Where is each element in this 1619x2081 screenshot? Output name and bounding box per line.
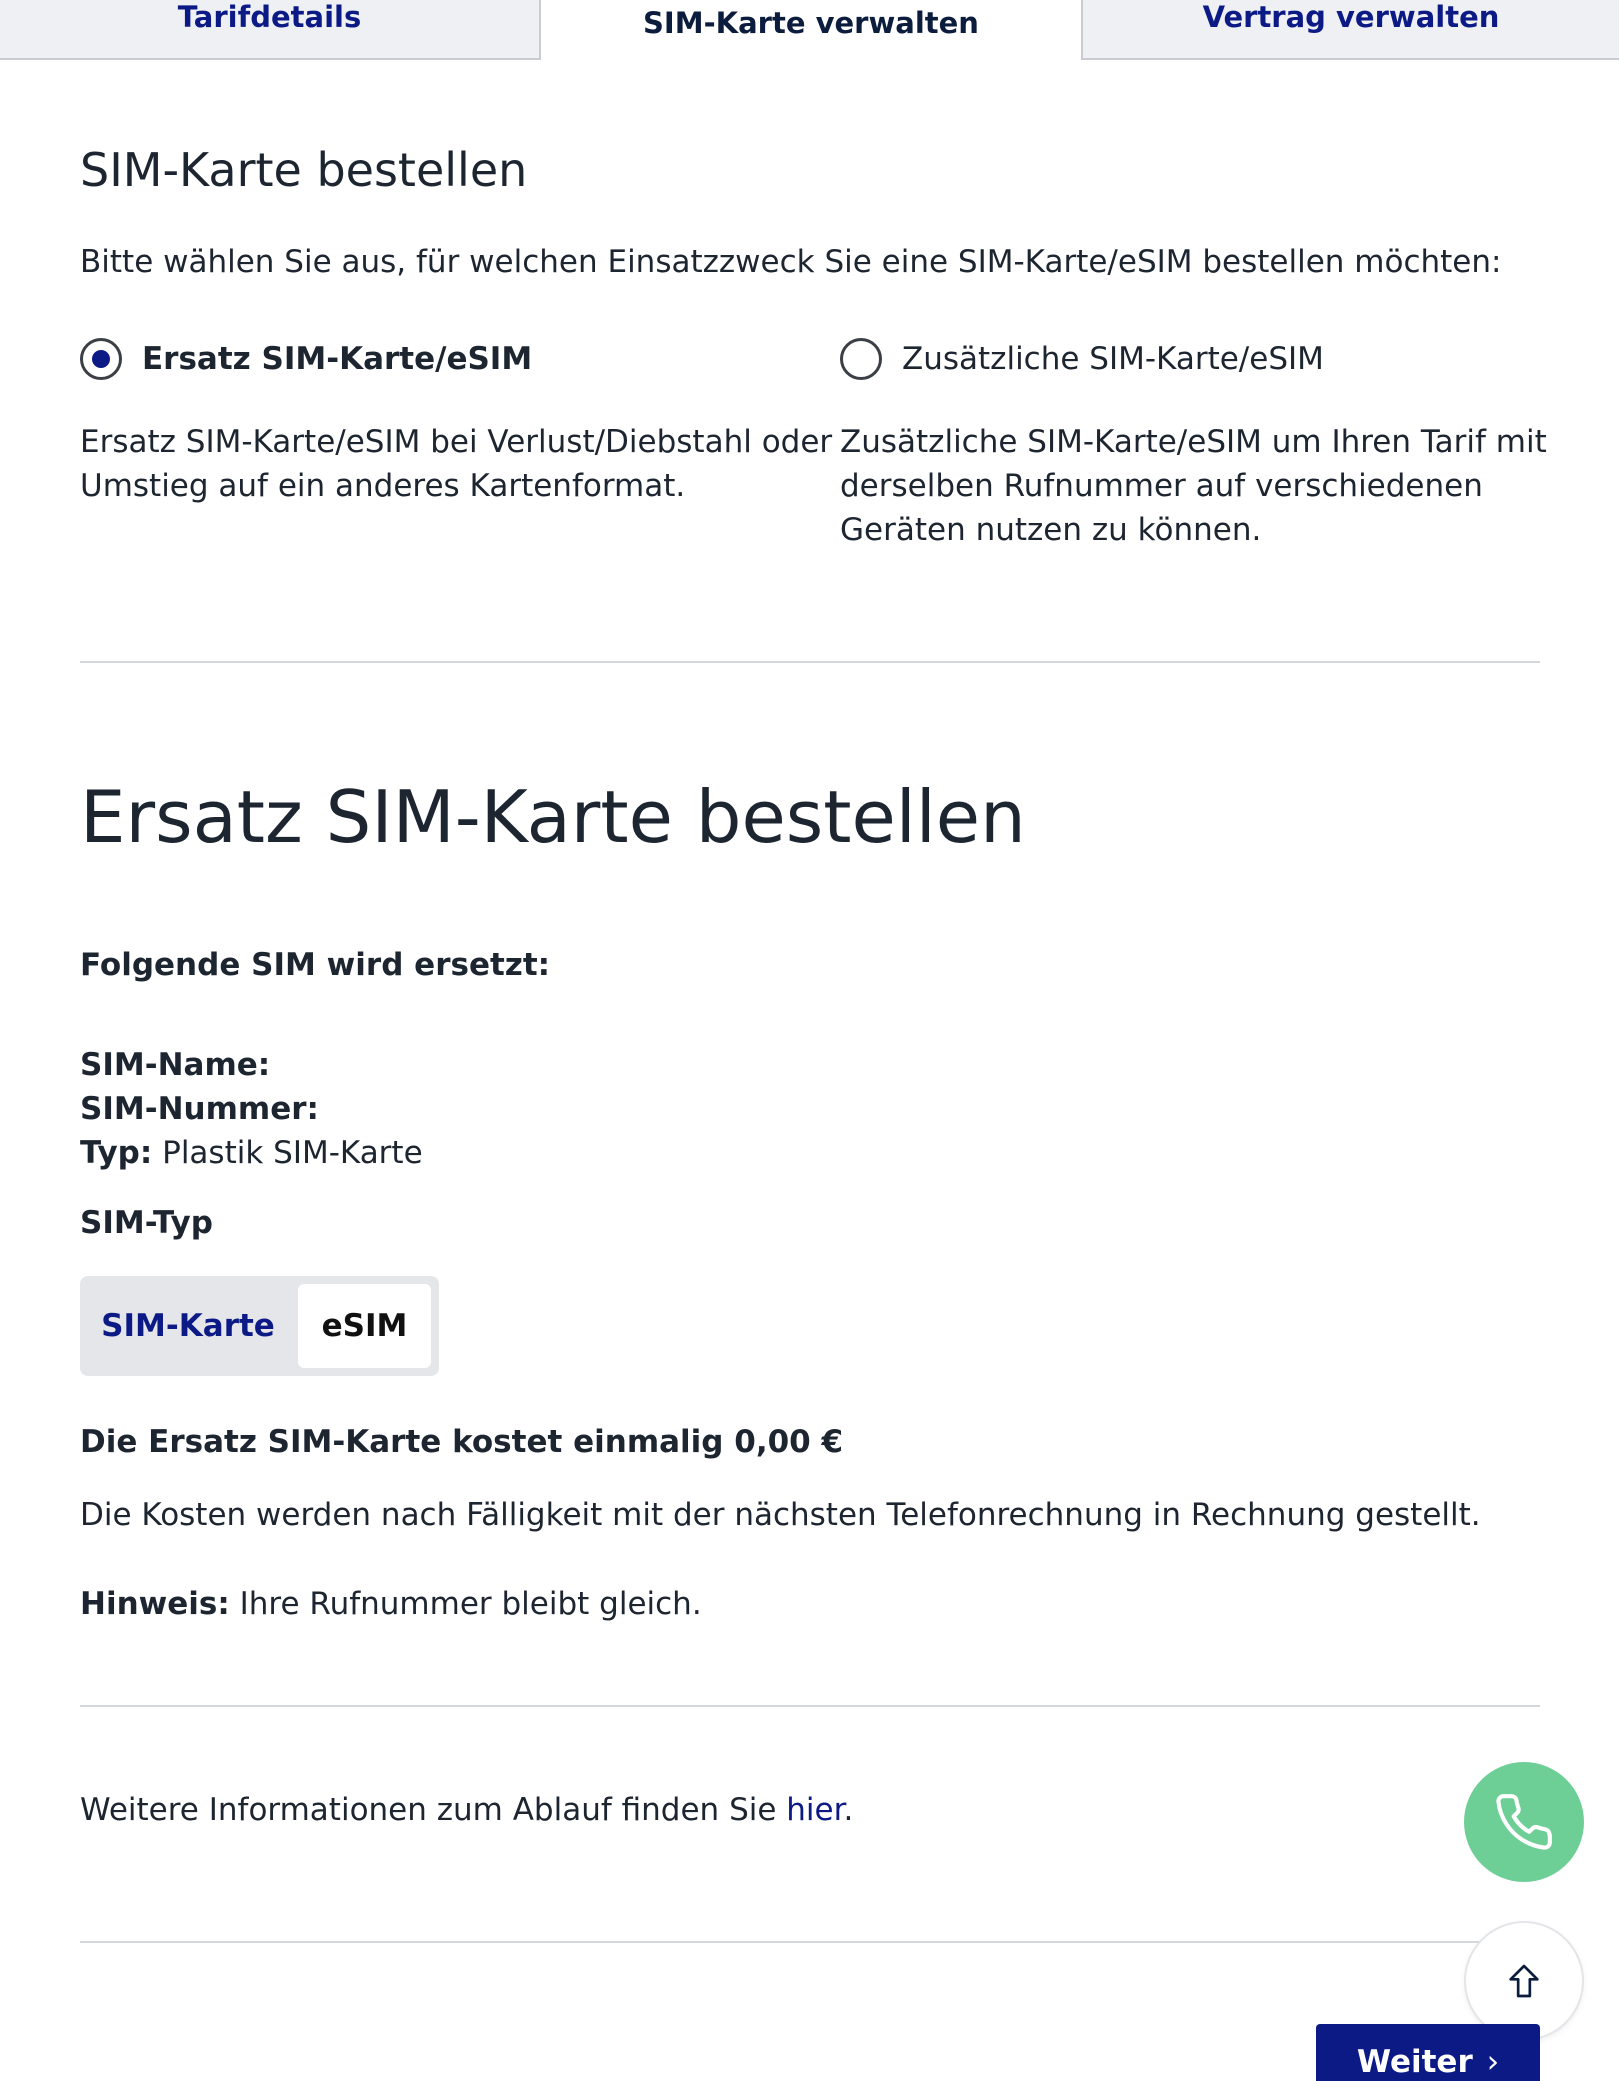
tab-vertrag-verwalten[interactable]: Vertrag verwalten [1081,0,1619,60]
type-label: Typ: [80,1135,153,1171]
divider [80,1705,1540,1707]
radio-ersatz[interactable] [80,338,122,380]
replacement-title: Ersatz SIM-Karte bestellen [80,775,1026,859]
radio-zusaetzlich[interactable] [840,338,882,380]
option-zusaetzlich-description [840,420,1547,552]
note-text: Ihre Rufnummer bleibt gleich. [239,1586,702,1622]
scroll-top-button[interactable] [1464,1921,1584,2041]
divider [80,1941,1540,1943]
radio-selected-dot [92,350,110,368]
option-ersatz[interactable] [80,338,532,380]
tab-tarifdetails[interactable]: Tarifdetails [0,0,541,60]
section-title: SIM-Karte bestellen [80,143,528,197]
description-line: Zusätzliche SIM-Karte/eSIM um Ihren Tarif mit [840,424,1547,460]
arrow-up-icon [1504,1961,1544,2001]
sim-type-toggle [80,1276,439,1376]
option-zusaetzlich-label: Zusätzliche SIM-Karte/eSIM [902,341,1324,377]
more-info-suffix: . [843,1792,854,1828]
more-info-link[interactable]: hier [786,1792,844,1828]
tab-bar [0,0,1619,60]
tab-sim-karte-verwalten[interactable]: SIM-Karte verwalten [541,0,1081,60]
type-value: Plastik SIM-Karte [162,1135,423,1171]
description-line: Umstieg auf ein anderes Kartenformat. [80,468,686,504]
sim-name-label: SIM-Name: [80,1047,271,1083]
option-ersatz-label: Ersatz SIM-Karte/eSIM [142,341,533,377]
next-button-label: Weiter [1356,2044,1473,2080]
description-line: Geräten nutzen zu können. [840,512,1262,548]
divider [80,661,1540,663]
sim-number-label: SIM-Nummer: [80,1091,319,1127]
chevron-right-icon: › [1486,2044,1500,2080]
billing-text: Die Kosten werden nach Fälligkeit mit der nächsten Telefonrechnung in Rechnung gestellt. [80,1497,1481,1533]
replaced-heading: Folgende SIM wird ersetzt: [80,947,551,983]
sim-type-heading: SIM-Typ [80,1205,213,1241]
more-info-prefix: Weitere Informationen zum Ablauf finden Sie [80,1792,787,1828]
next-button[interactable] [1316,2024,1540,2081]
more-info-text [80,1788,853,1832]
description-line: derselben Rufnummer auf verschiedenen [840,468,1483,504]
sim-type-option-esim[interactable]: eSIM [298,1284,431,1368]
intro-text: Bitte wählen Sie aus, für welchen Einsatzzweck Sie eine SIM-Karte/eSIM bestellen möchten: [80,244,1502,280]
sim-type-row [80,1131,423,1175]
call-button[interactable] [1464,1762,1584,1882]
cost-text: Die Ersatz SIM-Karte kostet einmalig 0,00 € [80,1424,844,1460]
sim-type-option-sim-karte[interactable]: SIM-Karte [101,1308,275,1344]
phone-icon [1493,1791,1555,1853]
note-label: Hinweis: [80,1586,230,1622]
option-ersatz-description [80,420,832,508]
option-zusaetzlich[interactable] [840,338,1324,380]
description-line: Ersatz SIM-Karte/eSIM bei Verlust/Diebstahl oder [80,424,833,460]
note [80,1582,702,1626]
